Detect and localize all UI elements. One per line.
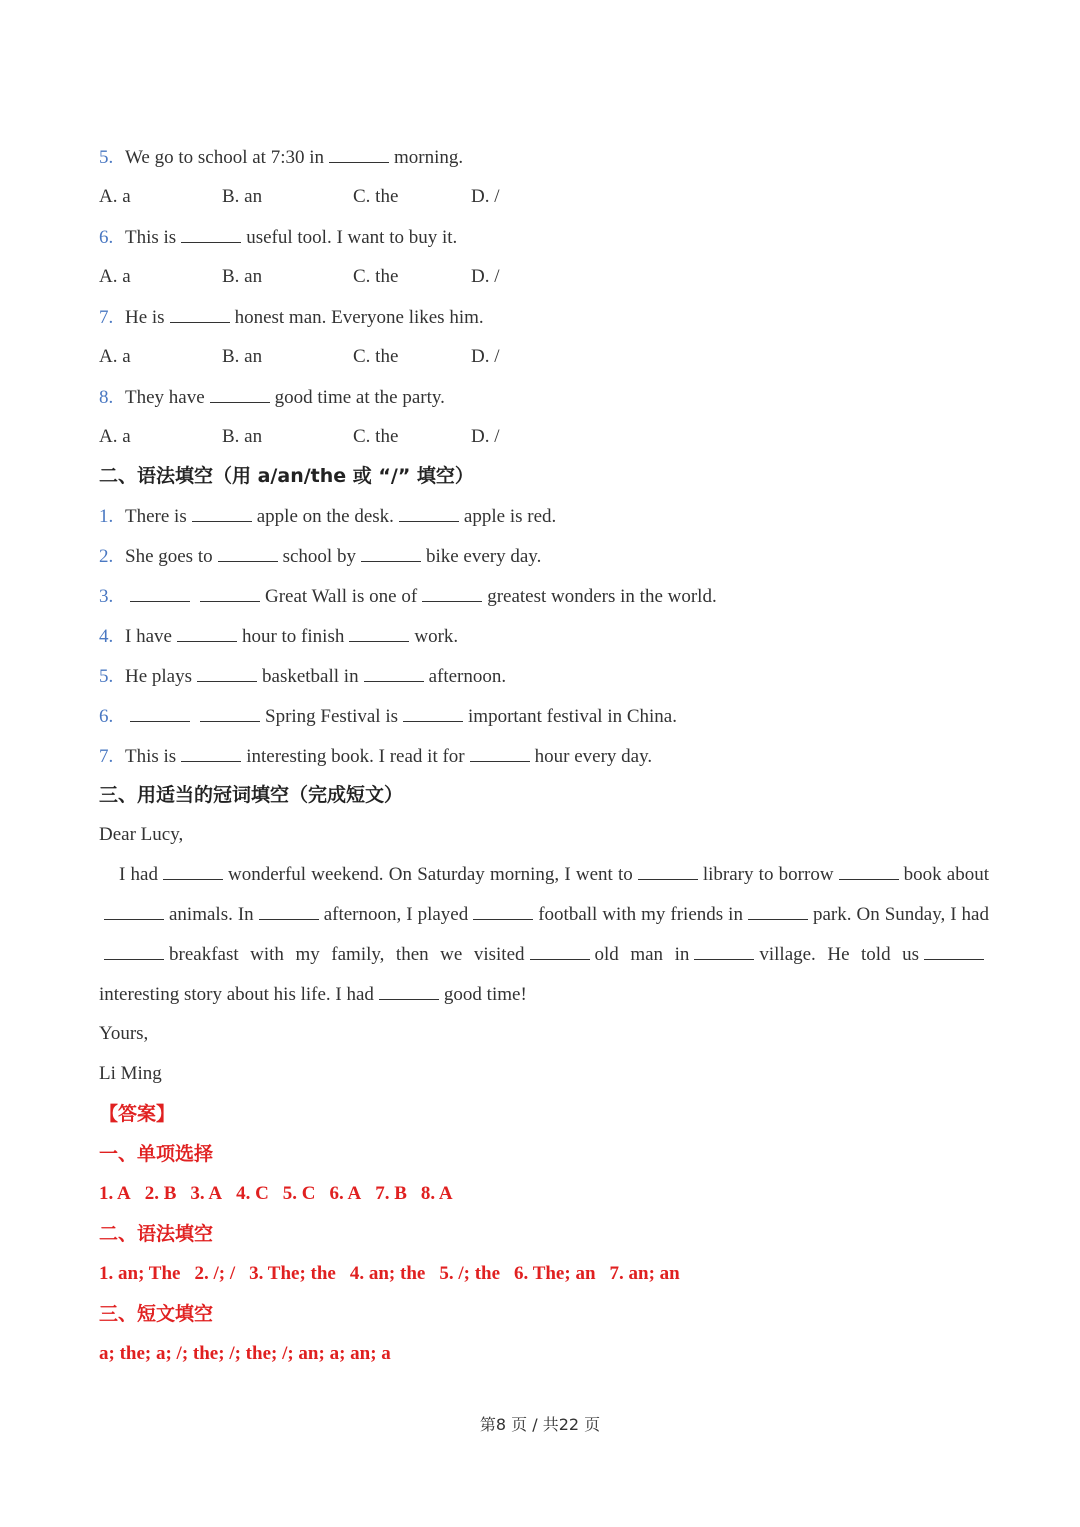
- option-b: B. an: [222, 346, 263, 367]
- answer-heading-choice: 一、单项选择: [99, 1143, 214, 1165]
- answer-item: 6. The; an: [514, 1263, 596, 1284]
- option-c: C. the: [353, 186, 399, 207]
- answer-item: 6. A: [329, 1183, 362, 1204]
- question-number: 4.: [99, 626, 114, 647]
- question-text: greatest wonders in the world.: [487, 586, 717, 607]
- passage-text: breakfast with my family, then we visited: [169, 944, 525, 965]
- option-d: D. /: [471, 346, 500, 367]
- question-text: interesting book. I read it for: [246, 746, 465, 767]
- fill-blank[interactable]: [177, 624, 237, 642]
- question-text: apple on the desk.: [256, 506, 394, 527]
- question-line: [99, 225, 457, 250]
- fill-blank[interactable]: [104, 942, 164, 960]
- fill-blank[interactable]: [349, 624, 409, 642]
- letter-signature: Li Ming: [99, 1063, 162, 1084]
- option-b: B. an: [222, 186, 263, 207]
- fill-blank[interactable]: [924, 942, 984, 960]
- fill-blank[interactable]: [218, 544, 278, 562]
- question-number: 7.: [99, 307, 114, 328]
- fill-blank[interactable]: [403, 704, 463, 722]
- section-heading-grammar: 二、语法填空（用 a/an/the 或 “/” 填空）: [99, 465, 474, 487]
- option-c: C. the: [353, 426, 399, 447]
- question-text: This is: [125, 227, 177, 248]
- passage-text: village. He told us: [759, 944, 920, 965]
- question-text: morning.: [394, 147, 464, 168]
- option-c: C. the: [353, 346, 399, 367]
- passage-text: book about: [903, 864, 989, 885]
- question-text: basketball in: [262, 666, 359, 687]
- question-text: school by: [282, 546, 356, 567]
- option-d: D. /: [471, 266, 500, 287]
- answer-item: 8. A: [420, 1183, 453, 1204]
- fill-blank[interactable]: [329, 145, 389, 163]
- option-c: C. the: [353, 266, 399, 287]
- option-a: A. a: [99, 346, 131, 367]
- question-text: This is: [125, 746, 177, 767]
- answer-item: 5. C: [282, 1183, 316, 1204]
- question-line: [99, 584, 717, 609]
- question-text: hour every day.: [534, 746, 653, 767]
- option-b: B. an: [222, 266, 263, 287]
- answer-item: 2. /; /: [194, 1263, 236, 1284]
- answer-line-grammar: [99, 1262, 694, 1286]
- fill-blank[interactable]: [170, 305, 230, 323]
- letter-closing: Yours,: [99, 1023, 149, 1044]
- fill-blank[interactable]: [364, 664, 424, 682]
- question-line: [99, 385, 445, 410]
- question-number: 3.: [99, 586, 114, 607]
- fill-blank[interactable]: [181, 225, 241, 243]
- answer-item: 7. an; an: [609, 1263, 680, 1284]
- question-line: [99, 704, 677, 729]
- question-text: useful tool. I want to buy it.: [246, 227, 458, 248]
- question-text: She goes to: [125, 546, 213, 567]
- fill-blank[interactable]: [470, 744, 530, 762]
- passage-text: wonderful weekend. On Saturday morning, I went to: [227, 864, 633, 885]
- fill-blank[interactable]: [192, 504, 252, 522]
- question-number: 6.: [99, 706, 114, 727]
- fill-blank[interactable]: [473, 902, 533, 920]
- answer-item: 3. A: [190, 1183, 223, 1204]
- question-text: He plays: [125, 666, 193, 687]
- fill-blank[interactable]: [200, 704, 260, 722]
- answer-item: 3. The; the: [249, 1263, 336, 1284]
- passage-text: animals. In: [169, 904, 254, 925]
- question-line: [99, 744, 652, 769]
- fill-blank[interactable]: [200, 584, 260, 602]
- question-text: Great Wall is one of: [265, 586, 418, 607]
- answer-heading-grammar: 二、语法填空: [99, 1223, 214, 1245]
- option-a: A. a: [99, 186, 131, 207]
- question-line: [99, 145, 463, 170]
- question-text: important festival in China.: [468, 706, 677, 727]
- fill-blank[interactable]: [181, 744, 241, 762]
- option-a: A. a: [99, 266, 131, 287]
- passage-text: good time!: [443, 984, 527, 1005]
- fill-blank[interactable]: [197, 664, 257, 682]
- question-text: afternoon.: [428, 666, 507, 687]
- question-number: 6.: [99, 227, 114, 248]
- answer-item: 2. B: [144, 1183, 177, 1204]
- question-text: apple is red.: [463, 506, 557, 527]
- fill-blank[interactable]: [210, 385, 270, 403]
- question-line: [99, 544, 541, 569]
- answer-line-choice: [99, 1182, 467, 1206]
- fill-blank[interactable]: [130, 584, 190, 602]
- fill-blank[interactable]: [361, 544, 421, 562]
- answer-item: 1. A: [99, 1183, 131, 1204]
- answer-item: 7. B: [375, 1183, 407, 1204]
- question-text: good time at the party.: [274, 387, 445, 408]
- question-text: bike every day.: [425, 546, 542, 567]
- question-text: honest man. Everyone likes him.: [234, 307, 484, 328]
- question-line: [99, 624, 458, 649]
- answer-line-passage: a; the; a; /; the; /; the; /; an; a; an; a: [99, 1343, 391, 1364]
- fill-blank[interactable]: [104, 902, 164, 920]
- question-number: 7.: [99, 746, 114, 767]
- passage-text: afternoon, I played: [323, 904, 469, 925]
- question-number: 2.: [99, 546, 114, 567]
- question-line: [99, 504, 556, 529]
- question-text: We go to school at 7:30 in: [125, 147, 324, 168]
- fill-blank[interactable]: [259, 902, 319, 920]
- fill-blank[interactable]: [130, 704, 190, 722]
- question-text: There is: [125, 506, 187, 527]
- passage-text: library to borrow: [702, 864, 834, 885]
- fill-blank[interactable]: [399, 504, 459, 522]
- question-text: He is: [125, 307, 165, 328]
- question-number: 1.: [99, 506, 114, 527]
- section-heading-passage: 三、用适当的冠词填空（完成短文）: [99, 784, 404, 806]
- question-text: Spring Festival is: [265, 706, 399, 727]
- answer-item: 1. an; The: [99, 1263, 181, 1284]
- answer-item: 4. an; the: [349, 1263, 426, 1284]
- fill-blank[interactable]: [530, 942, 590, 960]
- fill-blank[interactable]: [422, 584, 482, 602]
- question-line: [99, 664, 506, 689]
- fill-blank[interactable]: [163, 862, 223, 880]
- fill-blank[interactable]: [748, 902, 808, 920]
- option-b: B. an: [222, 426, 263, 447]
- fill-blank[interactable]: [694, 942, 754, 960]
- letter-body: [99, 855, 989, 1015]
- passage-text: interesting story about his life. I had: [99, 984, 374, 1005]
- answer-item: 5. /; the: [439, 1263, 501, 1284]
- question-text: I have: [125, 626, 172, 647]
- passage-text: football with my friends in: [538, 904, 743, 925]
- question-number: 5.: [99, 147, 114, 168]
- letter-greeting: Dear Lucy,: [99, 824, 184, 845]
- answer-item: 4. C: [236, 1183, 269, 1204]
- fill-blank[interactable]: [379, 982, 439, 1000]
- question-number: 5.: [99, 666, 114, 687]
- option-a: A. a: [99, 426, 131, 447]
- page-footer: 第8 页 / 共22 页: [479, 1415, 601, 1434]
- passage-text: old man in: [594, 944, 690, 965]
- question-text: work.: [414, 626, 459, 647]
- question-text: They have: [125, 387, 205, 408]
- question-line: [99, 305, 484, 330]
- fill-blank[interactable]: [839, 862, 899, 880]
- option-d: D. /: [471, 186, 500, 207]
- passage-text: park. On Sunday, I had: [812, 904, 989, 925]
- answer-heading-passage: 三、短文填空: [99, 1303, 214, 1325]
- option-d: D. /: [471, 426, 500, 447]
- question-number: 8.: [99, 387, 114, 408]
- answer-title: 【答案】: [99, 1103, 176, 1125]
- fill-blank[interactable]: [638, 862, 698, 880]
- passage-text: I had: [119, 864, 158, 885]
- question-text: hour to finish: [241, 626, 345, 647]
